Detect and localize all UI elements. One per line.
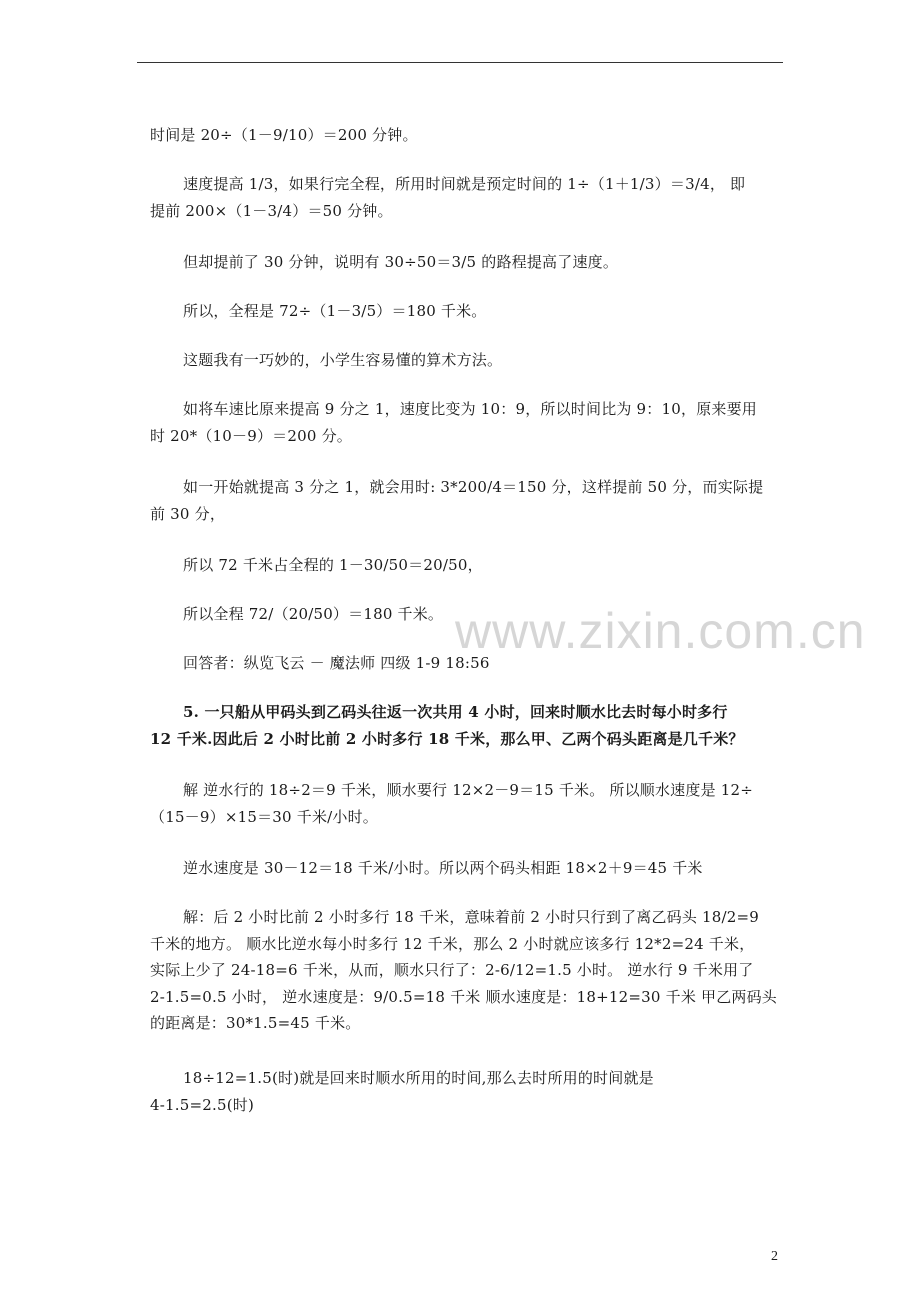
paragraph-total-180 bbox=[150, 601, 790, 628]
text-line: （15－9）×15＝30 千米/小时。 bbox=[150, 807, 378, 826]
paragraph-time bbox=[150, 122, 790, 149]
text-line: 解：后 2 小时比前 2 小时多行 18 千米，意味着前 2 小时只行到了离乙码头 18/2=9 bbox=[183, 908, 760, 926]
text-line: 这题我有一巧妙的，小学生容易懂的算术方法。 bbox=[183, 351, 503, 369]
text-line: 提前 200×（1－3/4）＝50 分钟。 bbox=[150, 201, 393, 220]
paragraph-answerer bbox=[150, 650, 790, 677]
text-line: 速度提高 1/3，如果行完全程，所用时间就是预定时间的 1÷（1＋1/3）＝3/4， 即 bbox=[183, 175, 746, 193]
text-line: 时间是 20÷（1－9/10）＝200 分钟。 bbox=[150, 126, 418, 144]
watermark: www.zixin.com.cn bbox=[455, 603, 866, 659]
text-line: 5. 一只船从甲码头到乙码头往返一次共用 4 小时，回来时顺水比去时每小时多行 bbox=[183, 703, 728, 721]
text-line: 12 千米.因此后 2 小时比前 2 小时多行 18 千米，那么甲、乙两个码头距离是几千米？ bbox=[150, 729, 744, 748]
text-line: 逆水速度是 30－12＝18 千米/小时。所以两个码头相距 18×2＋9＝45 千米 bbox=[183, 859, 703, 877]
text-line: 4-1.5=2.5(时) bbox=[150, 1095, 254, 1114]
header-rule bbox=[137, 62, 783, 63]
solution-2 bbox=[150, 904, 790, 1037]
question-5 bbox=[150, 699, 790, 752]
solution-1 bbox=[150, 777, 790, 830]
solution-1-result bbox=[150, 855, 790, 882]
paragraph-speed-ratio bbox=[150, 396, 790, 449]
paragraph-early-30 bbox=[150, 249, 790, 276]
paragraph-speed-increase bbox=[150, 171, 790, 224]
text-line: 千米的地方。 顺水比逆水每小时多行 12 千米，那么 2 小时就应该多行 12*2=24 千米， bbox=[150, 934, 755, 953]
text-line: 解 逆水行的 18÷2＝9 千米，顺水要行 12×2－9＝15 千米。 所以顺水速度是 12÷ bbox=[183, 781, 754, 799]
text-line: 所以，全程是 72÷（1－3/5）＝180 千米。 bbox=[183, 302, 487, 320]
text-line: 回答者：纵览飞云 － 魔法师 四级 1-9 18:56 bbox=[183, 654, 490, 672]
text-line: 的距离是：30*1.5=45 千米。 bbox=[150, 1014, 361, 1032]
text-line: 所以全程 72/（20/50）＝180 千米。 bbox=[183, 605, 444, 623]
paragraph-total-distance bbox=[150, 298, 790, 325]
text-line: 但却提前了 30 分钟，说明有 30÷50＝3/5 的路程提高了速度。 bbox=[183, 253, 619, 271]
paragraph-clever-method bbox=[150, 347, 790, 374]
text-line: 实际上少了 24-18=6 千米，从而，顺水只行了：2-6/12=1.5 小时。 逆水行 9 千米用了 bbox=[150, 961, 754, 979]
text-line: 所以 72 千米占全程的 1－30/50＝20/50， bbox=[183, 556, 483, 574]
page-number: 2 bbox=[771, 1249, 778, 1264]
paragraph-72km-share bbox=[150, 552, 790, 579]
text-line: 如将车速比原来提高 9 分之 1，速度比变为 10：9，所以时间比为 9：10，原来要用 bbox=[183, 400, 757, 418]
text-line: 2-1.5=0.5 小时， 逆水速度是：9/0.5=18 千米 顺水速度是：18+12=30 千米 甲乙两码头 bbox=[150, 987, 778, 1006]
paragraph-one-third bbox=[150, 474, 790, 527]
text-line: 18÷12=1.5(时)就是回来时顺水所用的时间,那么去时所用的时间就是 bbox=[183, 1069, 654, 1087]
solution-3 bbox=[150, 1065, 790, 1118]
text-line: 时 20*（10－9）＝200 分。 bbox=[150, 426, 352, 445]
text-line: 前 30 分， bbox=[150, 504, 226, 523]
text-line: 如一开始就提高 3 分之 1，就会用时: 3*200/4＝150 分，这样提前 50 分，而实际提 bbox=[183, 478, 764, 496]
